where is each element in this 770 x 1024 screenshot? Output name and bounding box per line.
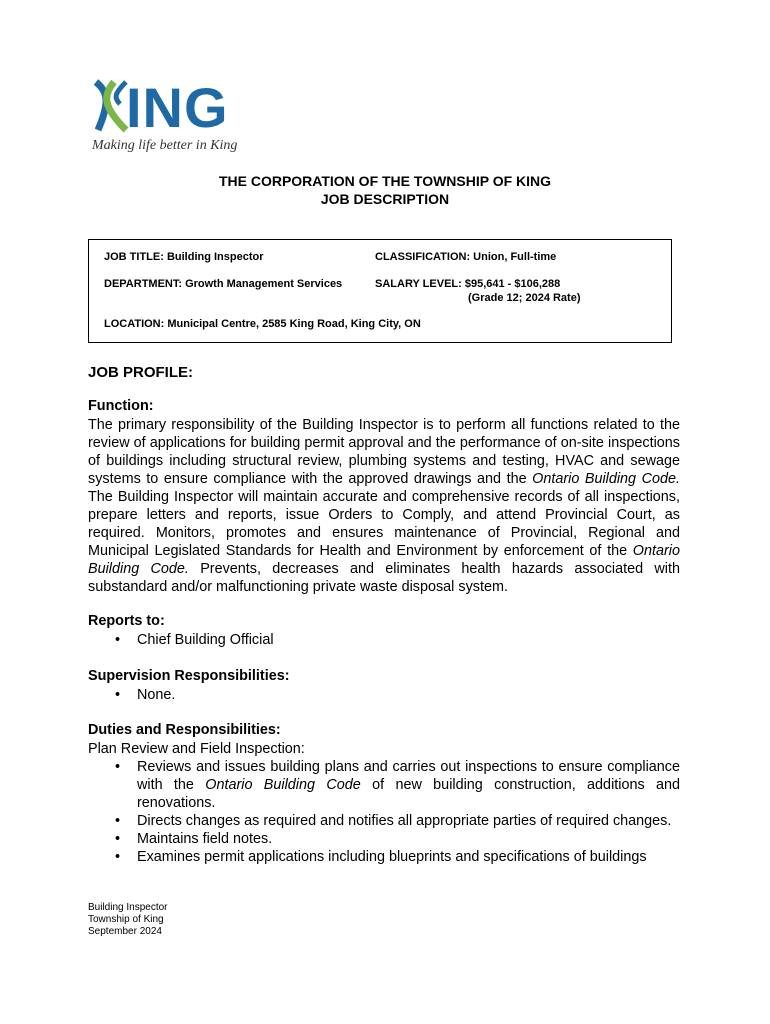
list-item: • Maintains field notes. <box>115 831 273 847</box>
function-paragraph: The primary responsibility of the Building Inspector is to perform all functions related to the review of applications for building permit approval and the performance of on-site inspections of buildings including structural review, plumbing systems and testing, HVAC and sewage systems to ensure compliance with the approved drawings and the Ontario Building Code. The Building Inspector will maintain accurate and comprehensive records of all inspections, prepare letters and reports, issue Orders to Comply, and attend Provincial Court, as required. Monitors, promotes and ensures maintenance of Provincial, Regional and Municipal Legislated Standards for Health and Environment by enforcement of the Ontario Building Code. Prevents, decreases and eliminates health hazards associated with substandard and/or malfunctioning private waste disposal system. <box>88 417 680 595</box>
department: DEPARTMENT: Growth Management Services <box>104 278 343 290</box>
reports-to-list <box>88 631 680 649</box>
duties-heading: Duties and Responsibilities: <box>88 722 281 738</box>
job-info-box <box>88 239 672 343</box>
reports-to-heading: Reports to: <box>88 613 165 629</box>
footer-line: Township of King <box>88 914 164 925</box>
supervision-heading: Supervision Responsibilities: <box>88 668 290 684</box>
duties-list <box>88 758 680 866</box>
job-title: JOB TITLE: Building Inspector <box>104 251 264 263</box>
list-item: • Chief Building Official <box>115 632 274 648</box>
duties-subheading: Plan Review and Field Inspection: <box>88 741 305 757</box>
logo-tagline: Making life better in King <box>92 138 238 153</box>
supervision-list <box>88 686 680 704</box>
logo-wordmark: ING <box>126 76 229 139</box>
footer-line: September 2024 <box>88 926 162 937</box>
location: LOCATION: Municipal Centre, 2585 King Road, King City, ON <box>104 318 421 330</box>
function-heading: Function: <box>88 398 154 414</box>
document-title: JOB DESCRIPTION <box>320 191 450 207</box>
salary-level: SALARY LEVEL: $95,641 - $106,288 <box>375 278 561 290</box>
list-item: • Examines permit applications including blueprints and specifications of buildings <box>115 849 647 865</box>
list-item: • None. <box>115 687 176 703</box>
salary-note: (Grade 12; 2024 Rate) <box>468 292 581 304</box>
classification: CLASSIFICATION: Union, Full-time <box>375 251 557 263</box>
list-item: • Reviews and issues building plans and carries out inspections to ensure compliance with the Ontario Building Code of new building construction, additions and renovations. <box>115 759 681 811</box>
corporation-title: THE CORPORATION OF THE TOWNSHIP OF KING <box>218 173 552 189</box>
job-profile-heading: JOB PROFILE: <box>88 364 194 381</box>
page-footer <box>88 902 168 938</box>
footer-line: Building Inspector <box>88 902 168 913</box>
list-item: • Directs changes as required and notifies all appropriate parties of required changes. <box>115 813 672 829</box>
